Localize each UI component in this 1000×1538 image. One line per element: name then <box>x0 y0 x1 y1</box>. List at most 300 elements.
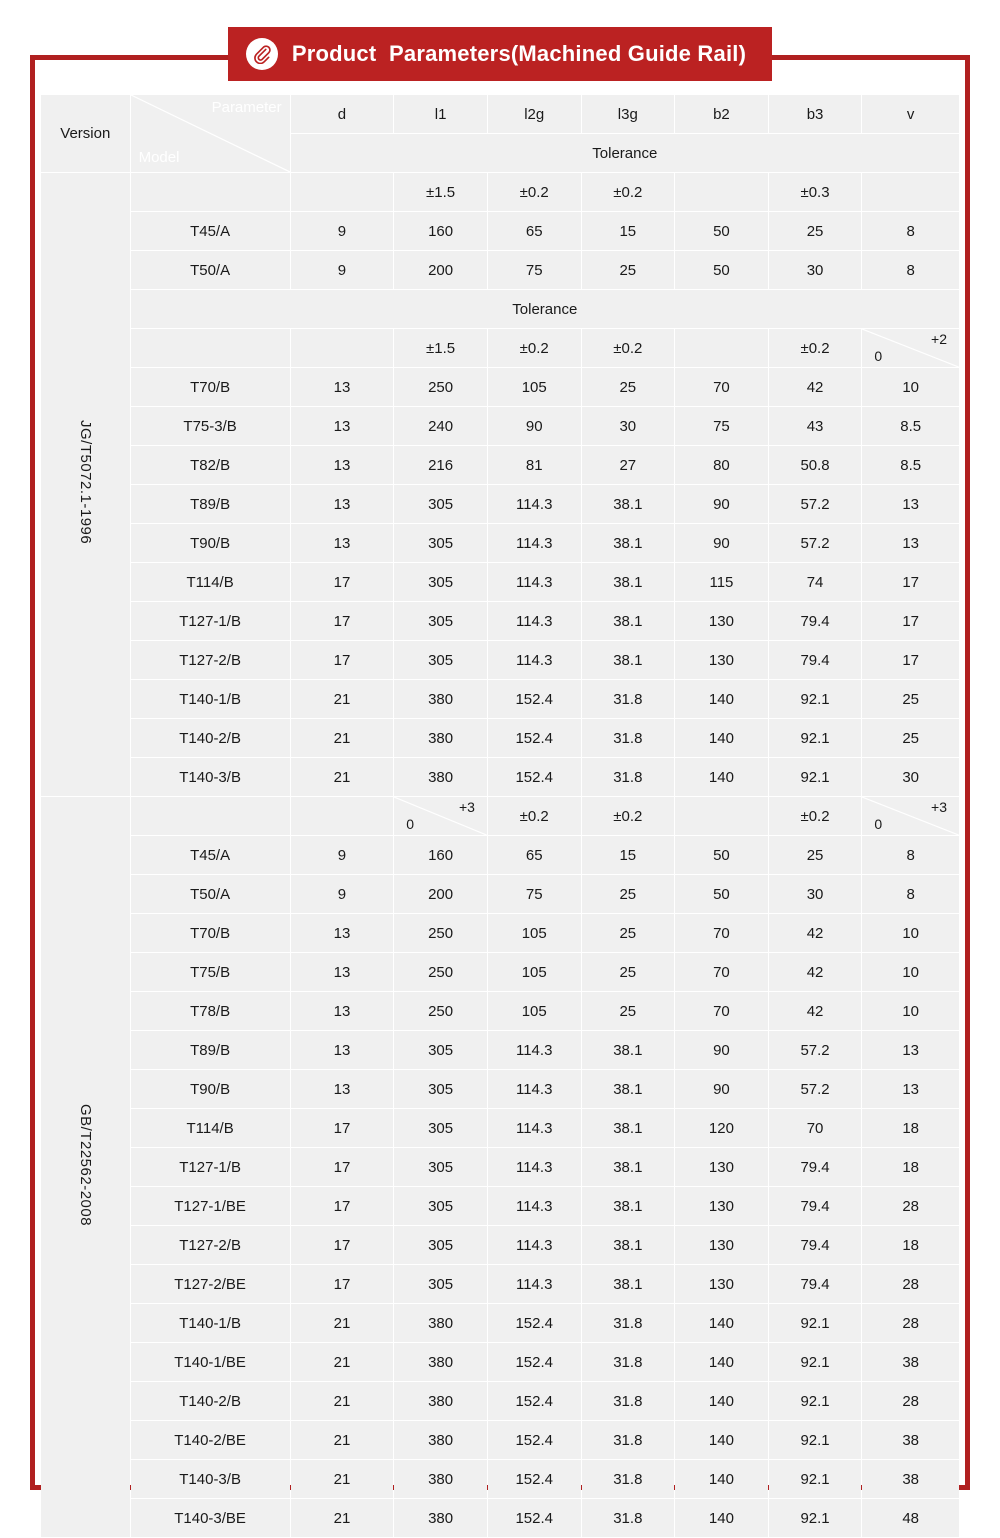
value-cell-l3g: 25 <box>582 953 675 991</box>
value-cell-b2: 70 <box>675 914 768 952</box>
value-cell-l1: 305 <box>394 1031 487 1069</box>
value-cell-l2g: 114.3 <box>488 485 581 523</box>
value-cell-l3g: 38.1 <box>582 1109 675 1147</box>
tolerance-cell-b3: ±0.2 <box>769 329 862 367</box>
model-cell: T127-1/B <box>131 602 290 640</box>
value-cell-d: 17 <box>291 1148 394 1186</box>
value-cell-b3: 50.8 <box>769 446 862 484</box>
parameters-table <box>40 94 960 1538</box>
tolerance-band-row <box>41 290 959 328</box>
value-cell-l2g: 90 <box>488 407 581 445</box>
model-cell: T140-2/B <box>131 1382 290 1420</box>
value-cell-d: 13 <box>291 407 394 445</box>
model-cell: T90/B <box>131 524 290 562</box>
value-cell-l3g: 38.1 <box>582 563 675 601</box>
value-cell-d: 21 <box>291 758 394 796</box>
table-row <box>41 953 959 991</box>
value-cell-b2: 90 <box>675 1070 768 1108</box>
value-cell-l1: 250 <box>394 992 487 1030</box>
value-cell-l3g: 38.1 <box>582 1187 675 1225</box>
table-row <box>41 1421 959 1459</box>
tolerance-cell-l1: ±1.5 <box>394 173 487 211</box>
value-cell-l3g: 15 <box>582 212 675 250</box>
value-cell-l1: 305 <box>394 641 487 679</box>
model-cell: T140-1/B <box>131 680 290 718</box>
tolerance-cell-b2 <box>675 797 768 835</box>
tolerance-lower-limit: 0 <box>406 816 415 832</box>
value-cell-v: 18 <box>862 1226 959 1264</box>
value-cell-v: 30 <box>862 758 959 796</box>
value-cell-v: 28 <box>862 1187 959 1225</box>
model-cell: T50/A <box>131 875 290 913</box>
table-row <box>41 914 959 952</box>
value-cell-b3: 42 <box>769 914 862 952</box>
column-header-v: v <box>862 95 959 133</box>
value-cell-b3: 79.4 <box>769 641 862 679</box>
value-cell-l3g: 38.1 <box>582 1265 675 1303</box>
column-header-b3: b3 <box>769 95 862 133</box>
value-cell-b2: 90 <box>675 485 768 523</box>
value-cell-l3g: 15 <box>582 836 675 874</box>
value-cell-b2: 140 <box>675 719 768 757</box>
value-cell-b3: 79.4 <box>769 1226 862 1264</box>
value-cell-l2g: 65 <box>488 836 581 874</box>
value-cell-d: 13 <box>291 953 394 991</box>
parameters-table-container <box>40 94 960 1538</box>
table-row <box>41 1499 959 1537</box>
value-cell-l1: 305 <box>394 1226 487 1264</box>
value-cell-l3g: 38.1 <box>582 524 675 562</box>
value-cell-b2: 130 <box>675 1148 768 1186</box>
value-cell-l1: 305 <box>394 602 487 640</box>
table-row <box>41 719 959 757</box>
page-title: Product Parameters(Machined Guide Rail) <box>291 41 747 66</box>
tolerance-cell-d <box>291 797 394 835</box>
tolerance-upper-limit: +3 <box>931 799 947 815</box>
value-cell-l3g: 31.8 <box>582 719 675 757</box>
value-cell-b3: 42 <box>769 953 862 991</box>
value-cell-b3: 79.4 <box>769 1265 862 1303</box>
model-cell: T70/B <box>131 914 290 952</box>
value-cell-d: 17 <box>291 1109 394 1147</box>
tolerance-upper-limit: +2 <box>931 331 947 347</box>
value-cell-b3: 30 <box>769 875 862 913</box>
table-row <box>41 1109 959 1147</box>
tolerance-lower-limit: 0 <box>874 816 883 832</box>
value-cell-v: 13 <box>862 524 959 562</box>
tolerance-values-row <box>41 173 959 211</box>
table-row <box>41 1148 959 1186</box>
value-cell-l1: 305 <box>394 1109 487 1147</box>
value-cell-d: 13 <box>291 992 394 1030</box>
value-cell-d: 21 <box>291 719 394 757</box>
value-cell-d: 13 <box>291 1070 394 1108</box>
table-row <box>41 602 959 640</box>
value-cell-b3: 57.2 <box>769 485 862 523</box>
value-cell-l1: 305 <box>394 485 487 523</box>
value-cell-b2: 70 <box>675 368 768 406</box>
model-cell: T127-1/BE <box>131 1187 290 1225</box>
value-cell-v: 18 <box>862 1148 959 1186</box>
value-cell-b2: 80 <box>675 446 768 484</box>
value-cell-v: 8.5 <box>862 407 959 445</box>
table-row <box>41 680 959 718</box>
table-row <box>41 407 959 445</box>
model-cell: T50/A <box>131 251 290 289</box>
value-cell-d: 13 <box>291 368 394 406</box>
value-cell-d: 21 <box>291 1343 394 1381</box>
value-cell-d: 17 <box>291 641 394 679</box>
value-cell-v: 10 <box>862 368 959 406</box>
value-cell-v: 8.5 <box>862 446 959 484</box>
value-cell-l1: 380 <box>394 1343 487 1381</box>
value-cell-b2: 115 <box>675 563 768 601</box>
column-header-l2g: l2g <box>488 95 581 133</box>
model-cell: T127-2/B <box>131 1226 290 1264</box>
value-cell-l2g: 105 <box>488 914 581 952</box>
tolerance-cell-l3g: ±0.2 <box>582 797 675 835</box>
value-cell-b3: 92.1 <box>769 758 862 796</box>
table-row <box>41 758 959 796</box>
table-row <box>41 1265 959 1303</box>
model-cell: T75/B <box>131 953 290 991</box>
table-row <box>41 836 959 874</box>
value-cell-l2g: 114.3 <box>488 1187 581 1225</box>
value-cell-l2g: 152.4 <box>488 758 581 796</box>
table-row <box>41 1382 959 1420</box>
model-cell: T140-3/B <box>131 1460 290 1498</box>
table-row <box>41 446 959 484</box>
title-banner <box>228 27 772 81</box>
table-row <box>41 1070 959 1108</box>
version-label: GB/T22562-2008 <box>76 1103 94 1227</box>
value-cell-l3g: 31.8 <box>582 1460 675 1498</box>
tolerance-upper-limit: +3 <box>458 799 475 815</box>
value-cell-l1: 305 <box>394 524 487 562</box>
value-cell-l1: 250 <box>394 953 487 991</box>
value-cell-l1: 380 <box>394 680 487 718</box>
version-cell <box>41 173 130 796</box>
value-cell-v: 8 <box>862 212 959 250</box>
tolerance-cell-l2g: ±0.2 <box>488 329 581 367</box>
column-header-l3g: l3g <box>582 95 675 133</box>
value-cell-l3g: 25 <box>582 914 675 952</box>
value-cell-l2g: 105 <box>488 368 581 406</box>
model-cell: T82/B <box>131 446 290 484</box>
value-cell-b3: 57.2 <box>769 524 862 562</box>
value-cell-l3g: 38.1 <box>582 485 675 523</box>
value-cell-b2: 130 <box>675 1226 768 1264</box>
value-cell-b2: 50 <box>675 875 768 913</box>
value-cell-l1: 380 <box>394 1304 487 1342</box>
column-header-b2: b2 <box>675 95 768 133</box>
value-cell-b2: 130 <box>675 641 768 679</box>
value-cell-b3: 42 <box>769 368 862 406</box>
value-cell-v: 28 <box>862 1304 959 1342</box>
version-label: JG/T5072.1-1996 <box>76 420 94 545</box>
value-cell-d: 13 <box>291 914 394 952</box>
version-cell <box>41 797 130 1537</box>
table-header-row <box>41 95 959 133</box>
table-row <box>41 875 959 913</box>
value-cell-l3g: 38.1 <box>582 602 675 640</box>
value-cell-v: 10 <box>862 953 959 991</box>
version-header-label: Version <box>60 125 111 142</box>
value-cell-b2: 130 <box>675 1265 768 1303</box>
value-cell-l3g: 31.8 <box>582 1343 675 1381</box>
value-cell-l2g: 65 <box>488 212 581 250</box>
table-row <box>41 1187 959 1225</box>
value-cell-l2g: 152.4 <box>488 1421 581 1459</box>
value-cell-d: 21 <box>291 1304 394 1342</box>
value-cell-b2: 70 <box>675 953 768 991</box>
value-cell-b3: 92.1 <box>769 719 862 757</box>
value-cell-b2: 140 <box>675 1304 768 1342</box>
value-cell-b3: 92.1 <box>769 1460 862 1498</box>
table-row <box>41 524 959 562</box>
value-cell-b2: 75 <box>675 407 768 445</box>
model-cell: T127-2/BE <box>131 1265 290 1303</box>
value-cell-d: 13 <box>291 446 394 484</box>
value-cell-b3: 25 <box>769 212 862 250</box>
parameter-corner-label: Parameter <box>211 99 282 116</box>
value-cell-l2g: 114.3 <box>488 524 581 562</box>
model-cell: T140-2/BE <box>131 1421 290 1459</box>
value-cell-v: 13 <box>862 1070 959 1108</box>
value-cell-l2g: 114.3 <box>488 1265 581 1303</box>
value-cell-v: 17 <box>862 602 959 640</box>
value-cell-d: 9 <box>291 212 394 250</box>
value-cell-l1: 200 <box>394 251 487 289</box>
value-cell-b2: 130 <box>675 602 768 640</box>
table-row <box>41 1031 959 1069</box>
tolerance-lower-limit: 0 <box>874 348 883 364</box>
value-cell-d: 17 <box>291 1226 394 1264</box>
value-cell-b2: 140 <box>675 1499 768 1537</box>
table-row <box>41 1343 959 1381</box>
value-cell-l1: 380 <box>394 1421 487 1459</box>
value-cell-l2g: 114.3 <box>488 1109 581 1147</box>
model-cell: T140-1/BE <box>131 1343 290 1381</box>
value-cell-b2: 70 <box>675 992 768 1030</box>
tolerance-cell-l3g: ±0.2 <box>582 173 675 211</box>
value-cell-l1: 305 <box>394 1265 487 1303</box>
value-cell-d: 9 <box>291 836 394 874</box>
model-cell <box>131 173 290 211</box>
value-cell-l3g: 31.8 <box>582 680 675 718</box>
tolerance-cell-b2 <box>675 329 768 367</box>
value-cell-l2g: 152.4 <box>488 680 581 718</box>
value-cell-l3g: 38.1 <box>582 1226 675 1264</box>
value-cell-v: 25 <box>862 680 959 718</box>
value-cell-b2: 90 <box>675 524 768 562</box>
tolerance-values-row <box>41 797 959 835</box>
model-cell: T89/B <box>131 1031 290 1069</box>
model-cell: T45/A <box>131 836 290 874</box>
value-cell-d: 9 <box>291 875 394 913</box>
value-cell-l1: 250 <box>394 368 487 406</box>
value-cell-l1: 200 <box>394 875 487 913</box>
value-cell-l2g: 114.3 <box>488 602 581 640</box>
value-cell-v: 28 <box>862 1265 959 1303</box>
value-cell-l2g: 152.4 <box>488 1460 581 1498</box>
value-cell-d: 17 <box>291 602 394 640</box>
value-cell-b3: 57.2 <box>769 1031 862 1069</box>
value-cell-d: 13 <box>291 524 394 562</box>
value-cell-d: 13 <box>291 485 394 523</box>
tolerance-cell-l2g: ±0.2 <box>488 173 581 211</box>
value-cell-l3g: 38.1 <box>582 641 675 679</box>
value-cell-l2g: 75 <box>488 251 581 289</box>
value-cell-l2g: 114.3 <box>488 1070 581 1108</box>
value-cell-l2g: 114.3 <box>488 1031 581 1069</box>
value-cell-l2g: 152.4 <box>488 1382 581 1420</box>
value-cell-b3: 70 <box>769 1109 862 1147</box>
value-cell-b2: 140 <box>675 758 768 796</box>
value-cell-l3g: 30 <box>582 407 675 445</box>
version-header-cell <box>41 95 130 172</box>
model-cell <box>131 329 290 367</box>
value-cell-b3: 92.1 <box>769 1499 862 1537</box>
model-cell: T114/B <box>131 563 290 601</box>
column-header-l1: l1 <box>394 95 487 133</box>
value-cell-b2: 50 <box>675 836 768 874</box>
value-cell-v: 25 <box>862 719 959 757</box>
value-cell-d: 21 <box>291 1382 394 1420</box>
value-cell-v: 38 <box>862 1343 959 1381</box>
value-cell-l2g: 114.3 <box>488 1148 581 1186</box>
tolerance-cell-l3g: ±0.2 <box>582 329 675 367</box>
value-cell-b2: 140 <box>675 1343 768 1381</box>
value-cell-l2g: 152.4 <box>488 1304 581 1342</box>
value-cell-l3g: 25 <box>582 992 675 1030</box>
value-cell-v: 17 <box>862 641 959 679</box>
value-cell-v: 18 <box>862 1109 959 1147</box>
tolerance-values-row <box>41 329 959 367</box>
value-cell-l2g: 114.3 <box>488 563 581 601</box>
value-cell-l1: 380 <box>394 1499 487 1537</box>
value-cell-b2: 140 <box>675 1460 768 1498</box>
tolerance-cell-v <box>862 173 959 211</box>
value-cell-v: 48 <box>862 1499 959 1537</box>
value-cell-l3g: 27 <box>582 446 675 484</box>
value-cell-l1: 380 <box>394 719 487 757</box>
value-cell-d: 21 <box>291 680 394 718</box>
value-cell-v: 38 <box>862 1421 959 1459</box>
tolerance-cell-l1: ±1.5 <box>394 329 487 367</box>
model-cell: T45/A <box>131 212 290 250</box>
parameter-model-corner-cell <box>131 95 290 172</box>
value-cell-l2g: 81 <box>488 446 581 484</box>
model-cell: T89/B <box>131 485 290 523</box>
value-cell-l3g: 38.1 <box>582 1070 675 1108</box>
tolerance-cell-b3: ±0.2 <box>769 797 862 835</box>
tolerance-cell-l2g: ±0.2 <box>488 797 581 835</box>
model-corner-label: Model <box>138 149 180 166</box>
value-cell-l1: 305 <box>394 1070 487 1108</box>
value-cell-l2g: 152.4 <box>488 1499 581 1537</box>
value-cell-b3: 74 <box>769 563 862 601</box>
value-cell-l3g: 31.8 <box>582 1382 675 1420</box>
value-cell-b2: 140 <box>675 1421 768 1459</box>
value-cell-l3g: 38.1 <box>582 1148 675 1186</box>
value-cell-l2g: 105 <box>488 953 581 991</box>
table-row <box>41 251 959 289</box>
value-cell-l3g: 31.8 <box>582 1499 675 1537</box>
tolerance-band-label: Tolerance <box>291 134 959 172</box>
value-cell-b3: 42 <box>769 992 862 1030</box>
model-cell: T70/B <box>131 368 290 406</box>
title-banner-container <box>0 26 1000 82</box>
tolerance-cell-b3: ±0.3 <box>769 173 862 211</box>
value-cell-l2g: 152.4 <box>488 1343 581 1381</box>
value-cell-l2g: 114.3 <box>488 641 581 679</box>
value-cell-b3: 30 <box>769 251 862 289</box>
model-cell: T140-2/B <box>131 719 290 757</box>
table-row <box>41 1226 959 1264</box>
table-row <box>41 563 959 601</box>
value-cell-l2g: 114.3 <box>488 1226 581 1264</box>
value-cell-b3: 79.4 <box>769 1187 862 1225</box>
value-cell-b2: 90 <box>675 1031 768 1069</box>
value-cell-b3: 92.1 <box>769 1421 862 1459</box>
value-cell-l1: 240 <box>394 407 487 445</box>
value-cell-v: 13 <box>862 485 959 523</box>
value-cell-b3: 92.1 <box>769 1382 862 1420</box>
model-cell: T140-3/B <box>131 758 290 796</box>
value-cell-v: 8 <box>862 836 959 874</box>
value-cell-b3: 79.4 <box>769 602 862 640</box>
model-cell: T75-3/B <box>131 407 290 445</box>
table-row <box>41 368 959 406</box>
value-cell-b2: 140 <box>675 680 768 718</box>
value-cell-l1: 305 <box>394 563 487 601</box>
value-cell-v: 38 <box>862 1460 959 1498</box>
value-cell-l3g: 31.8 <box>582 1304 675 1342</box>
value-cell-b3: 92.1 <box>769 680 862 718</box>
table-row <box>41 212 959 250</box>
value-cell-b2: 50 <box>675 212 768 250</box>
value-cell-l1: 160 <box>394 212 487 250</box>
value-cell-d: 13 <box>291 1031 394 1069</box>
value-cell-v: 10 <box>862 914 959 952</box>
value-cell-d: 17 <box>291 1265 394 1303</box>
model-cell: T127-1/B <box>131 1148 290 1186</box>
value-cell-l2g: 152.4 <box>488 719 581 757</box>
value-cell-b2: 130 <box>675 1187 768 1225</box>
value-cell-l1: 160 <box>394 836 487 874</box>
value-cell-v: 8 <box>862 875 959 913</box>
column-header-d: d <box>291 95 394 133</box>
tolerance-range-cell-v <box>862 329 959 367</box>
value-cell-l1: 216 <box>394 446 487 484</box>
tolerance-cell-d <box>291 329 394 367</box>
table-row <box>41 1460 959 1498</box>
tolerance-band-label: Tolerance <box>131 290 959 328</box>
table-row <box>41 485 959 523</box>
value-cell-d: 17 <box>291 1187 394 1225</box>
value-cell-d: 21 <box>291 1421 394 1459</box>
value-cell-l3g: 38.1 <box>582 1031 675 1069</box>
table-row <box>41 992 959 1030</box>
value-cell-l1: 250 <box>394 914 487 952</box>
value-cell-b3: 57.2 <box>769 1070 862 1108</box>
model-cell: T78/B <box>131 992 290 1030</box>
model-cell: T90/B <box>131 1070 290 1108</box>
value-cell-b3: 92.1 <box>769 1304 862 1342</box>
tolerance-range-cell-l1 <box>394 797 487 835</box>
value-cell-v: 13 <box>862 1031 959 1069</box>
